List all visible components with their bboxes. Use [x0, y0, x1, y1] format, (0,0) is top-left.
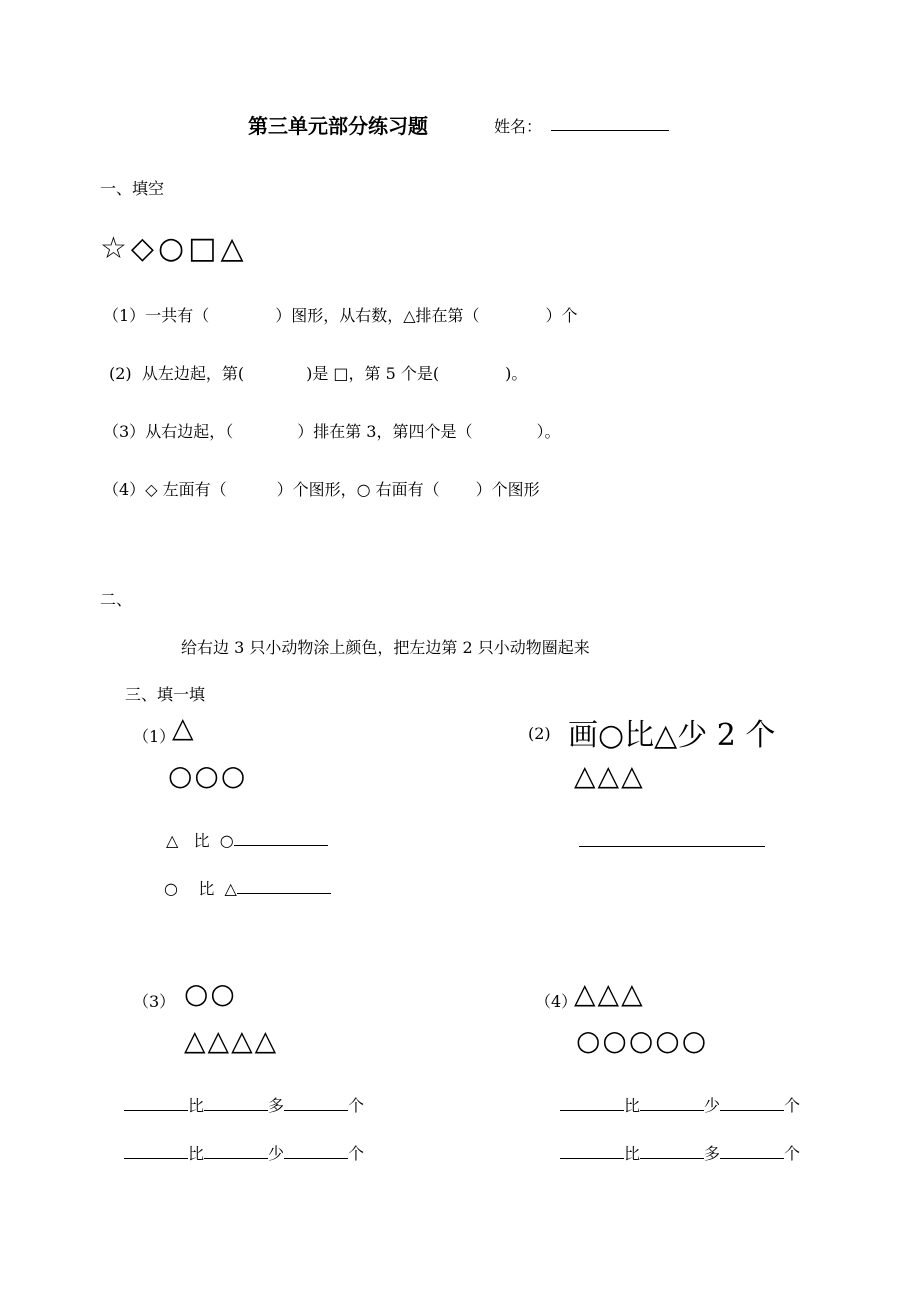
question-text: 从左边起，第(: [141, 364, 245, 383]
triangle-icon: △: [224, 879, 237, 898]
compare-word: 少: [268, 1144, 285, 1163]
section-3-heading: 三、填一填: [125, 685, 206, 704]
page-title: 第三单元部分练习题: [248, 114, 428, 138]
compare-word: 多: [268, 1096, 285, 1115]
problem-4-line-1: [560, 1093, 800, 1116]
question-text: )。: [505, 364, 528, 383]
answer-blank[interactable]: [640, 1144, 704, 1159]
problem-3-line-1: [124, 1093, 364, 1116]
answer-blank[interactable]: [284, 1144, 348, 1159]
name-field[interactable]: [551, 130, 669, 131]
problem-3-circles: ○○: [184, 977, 237, 1010]
answer-blank[interactable]: [124, 1096, 188, 1111]
question-2: [109, 361, 527, 384]
triangle-icon: △: [166, 831, 179, 850]
problem-2-instruction: 画○比△少 2 个: [568, 718, 776, 753]
compare-word: 比: [624, 1144, 641, 1163]
answer-blank[interactable]: [640, 1096, 704, 1111]
section-2-instruction: 给右边 3 只小动物涂上颜色，把左边第 2 只小动物圈起来: [181, 638, 590, 657]
section-1-heading: 一、填空: [100, 179, 165, 198]
question-text: 从右边起，（: [145, 422, 234, 441]
problem-1-line-1: [166, 828, 328, 851]
answer-blank[interactable]: [204, 1096, 268, 1111]
problem-3-triangles: △△△△: [184, 1024, 279, 1057]
question-text: ）个图形，○ 右面有（: [276, 480, 440, 499]
question-text: ◇ 左面有（: [145, 480, 227, 499]
question-number: （4）: [103, 480, 146, 499]
problem-3-line-2: [124, 1141, 364, 1164]
question-3: [103, 419, 561, 442]
circle-icon: ○: [164, 879, 178, 898]
compare-word: 比: [188, 1096, 205, 1115]
problem-2-number: (2): [528, 724, 551, 743]
circle-icon: ○: [219, 831, 234, 850]
answer-blank[interactable]: [124, 1144, 188, 1159]
question-text: ）。: [536, 422, 561, 441]
question-text: 一共有（: [145, 306, 210, 325]
unit-word: 个: [784, 1096, 801, 1115]
problem-2-triangles: △△△: [574, 759, 645, 792]
question-text: ）图形，从右数，△排在第（: [275, 306, 480, 325]
problem-1-circles: ○○○: [168, 759, 248, 792]
answer-blank[interactable]: [560, 1096, 624, 1111]
answer-blank[interactable]: [234, 831, 328, 846]
shape-sequence: ☆◇○□△: [100, 231, 248, 266]
problem-1-triangles: △: [172, 711, 196, 744]
question-number: （3）: [103, 422, 146, 441]
answer-blank[interactable]: [237, 879, 331, 894]
answer-blank[interactable]: [204, 1144, 268, 1159]
problem-1-number: （1）: [133, 727, 176, 746]
question-4: [103, 477, 540, 500]
question-1: [103, 303, 578, 326]
compare-word: 比: [198, 879, 215, 898]
unit-word: 个: [348, 1144, 365, 1163]
question-text: )是 □，第 5 个是(: [306, 364, 440, 383]
compare-word: 比: [188, 1144, 205, 1163]
problem-4-line-2: [560, 1141, 800, 1164]
unit-word: 个: [784, 1144, 801, 1163]
drawing-answer-line[interactable]: [579, 846, 765, 847]
compare-word: 多: [704, 1144, 721, 1163]
problem-3-number: （3）: [133, 992, 176, 1011]
problem-4-triangles: △△△: [574, 977, 645, 1010]
unit-word: 个: [348, 1096, 365, 1115]
question-text: ）个图形: [475, 480, 540, 499]
compare-word: 比: [193, 831, 210, 850]
problem-4-circles: ○○○○○: [576, 1024, 709, 1057]
problem-1-line-2: [164, 876, 331, 899]
question-number: （1）: [103, 306, 146, 325]
answer-blank[interactable]: [560, 1144, 624, 1159]
name-label: 姓名：: [494, 117, 543, 136]
answer-blank[interactable]: [284, 1096, 348, 1111]
question-text: ）排在第 3，第四个是（: [297, 422, 473, 441]
question-number: (2): [109, 364, 132, 383]
answer-blank[interactable]: [720, 1144, 784, 1159]
answer-blank[interactable]: [720, 1096, 784, 1111]
question-text: ）个: [545, 306, 578, 325]
section-2-heading: 二、: [100, 590, 133, 609]
compare-word: 少: [704, 1096, 721, 1115]
problem-4-number: （4）: [535, 992, 578, 1011]
compare-word: 比: [624, 1096, 641, 1115]
